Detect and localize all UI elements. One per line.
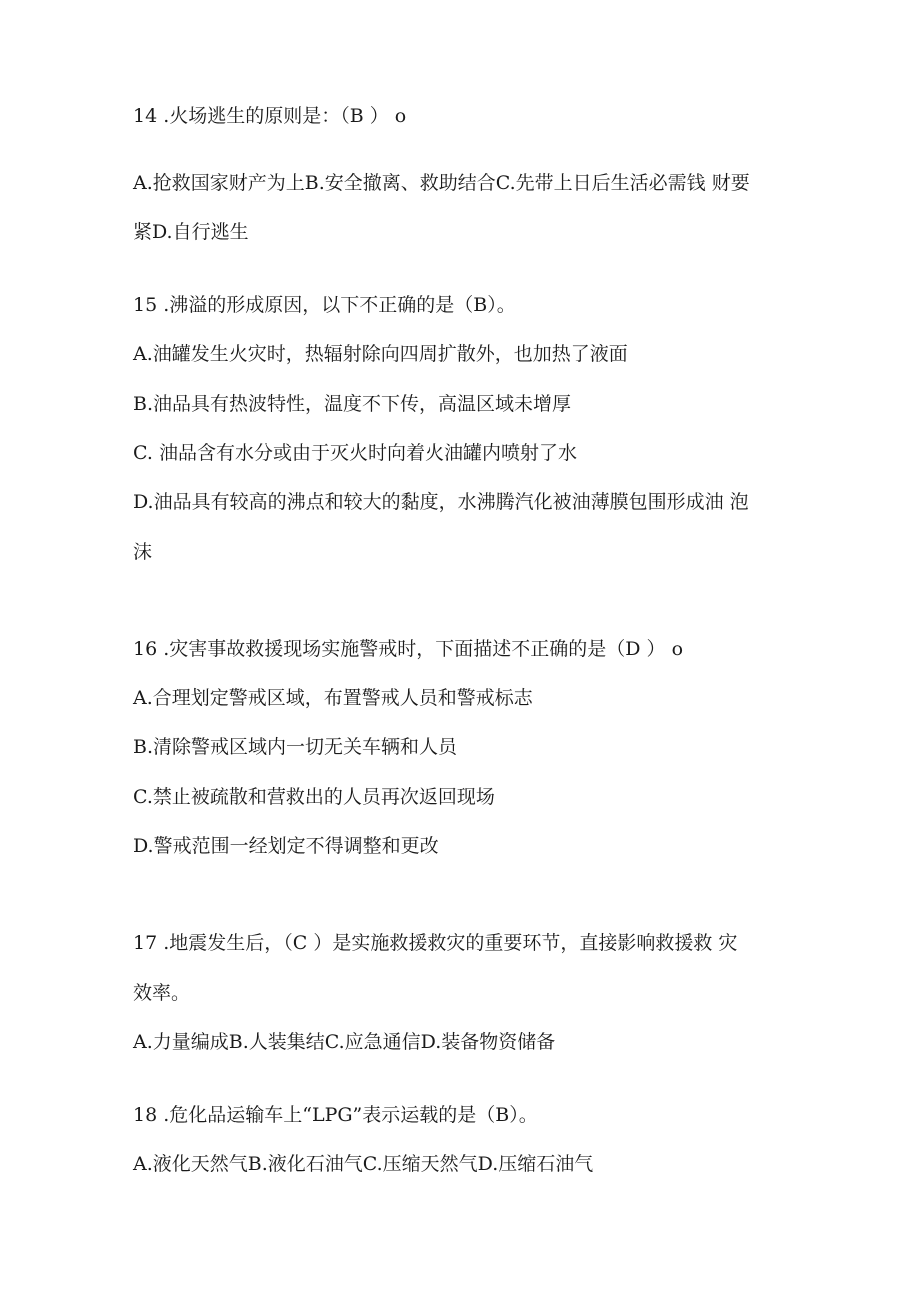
question-14-option-line-2: 紧D.自行逃生 (133, 221, 249, 243)
question-17-stem: 17 .地震发生后，（C ）是实施救援救灾的重要环节，直接影响救援救 灾 (133, 932, 738, 954)
question-16-option-a: A.合理划定警戒区域，布置警戒人员和警戒标志 (133, 687, 533, 709)
question-15-stem: 15 .沸溢的形成原因，以下不正确的是（B）。 (133, 294, 516, 316)
question-15-option-c: C. 油品含有水分或由于灭火时向着火油罐内喷射了水 (133, 442, 577, 464)
question-14-option-line-1: A.抢救国家财产为上B.安全撤离、救助结合C.先带上日后生活必需钱 财要 (133, 172, 750, 194)
question-18-stem: 18 .危化品运输车上“LPG”表示运载的是（B）。 (133, 1104, 538, 1126)
question-15-option-b: B.油品具有热波特性，温度不下传，高温区域未增厚 (133, 393, 572, 415)
question-15-option-d-continued: 沫 (133, 541, 153, 563)
question-18-options: A.液化天然气B.液化石油气C.压缩天然气D.压缩石油气 (133, 1153, 594, 1175)
question-16-option-c: C.禁止被疏散和营救出的人员再次返回现场 (133, 786, 495, 808)
question-17-options: A.力量编成B.人装集结C.应急通信D.装备物资储备 (133, 1031, 556, 1053)
question-15-option-a: A.油罐发生火灾时，热辐射除向四周扩散外，也加热了液面 (133, 343, 628, 365)
question-16-option-d: D.警戒范围一经划定不得调整和更改 (133, 835, 439, 857)
question-16-option-b: B.清除警戒区域内一切无关车辆和人员 (133, 736, 458, 758)
question-16-stem: 16 .灾害事故救援现场实施警戒时，下面描述不正确的是（D ） o (133, 638, 684, 660)
question-15-option-d: D.油品具有较高的沸点和较大的黏度，水沸腾汽化被油薄膜包围形成油 泡 (133, 491, 749, 513)
question-17-stem-continued: 效率。 (133, 982, 191, 1004)
question-14-stem: 14 .火场逃生的原则是：（B ） o (133, 105, 407, 127)
